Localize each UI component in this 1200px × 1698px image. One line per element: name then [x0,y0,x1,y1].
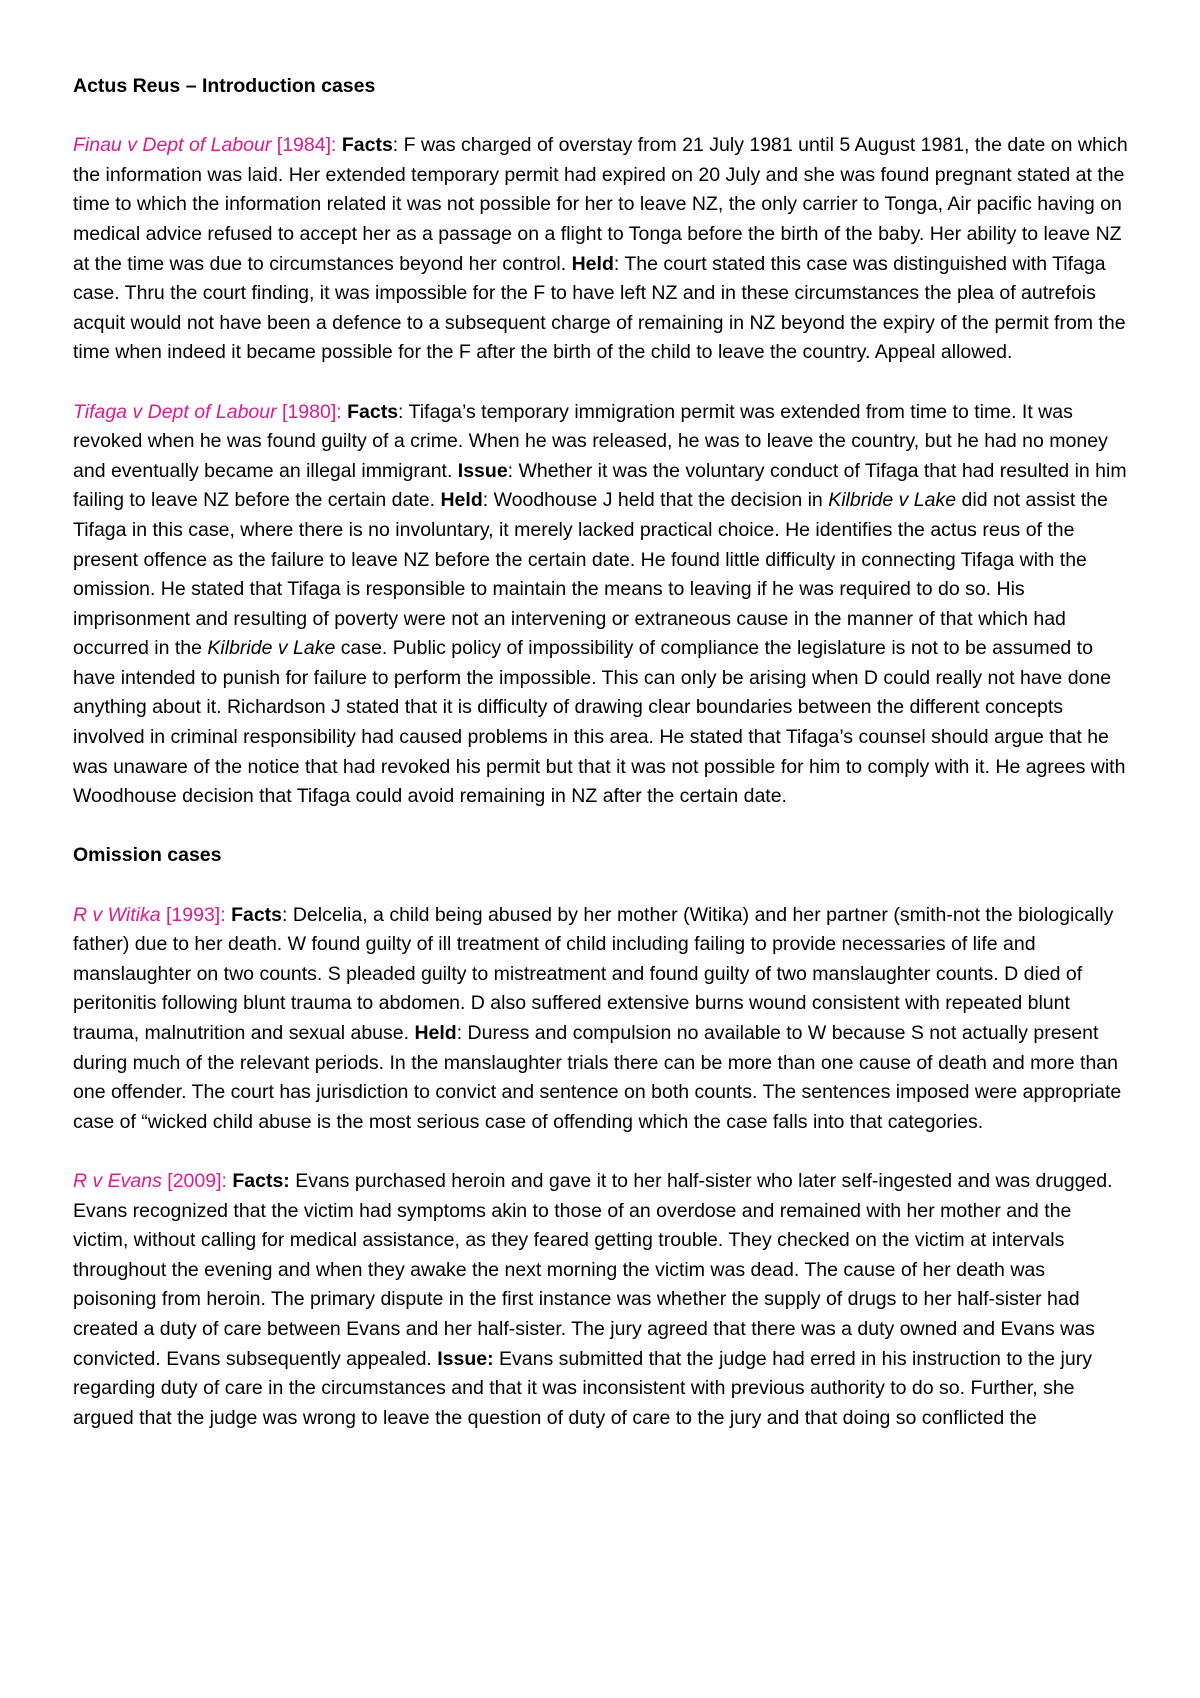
held-text: : The court stated this case was distinguished with Tifaga case. Thru the court finding, it was impossible for the F to have left NZ and in these circumstances the plea of autrefois acquit would not have been a defence to a subsequent charge of remaining in NZ beyond the expiry of the permit from the time when indeed it became possible for the F after the birth of the child to leave the country. Appeal allowed. [73,252,1126,364]
held-label: Held [571,252,614,275]
held-text: did not assist the Tifaga in this case, where there is no involuntary, it merely lacked practical choice. He identifies the actus reus of the present offence as the failure to leave NZ before the certain date. He found little difficulty in connecting Tifaga with the omission. He stated that Tifaga is responsible to maintain the means to leaving if he was required to do so. His imprisonment and resulting of poverty were not an intervening or extraneous cause in the manner of that which had occurred in the [73,489,1108,660]
issue-text: : Whether it was the voluntary conduct of Tifaga that had resulted in him failing to leave NZ before the certain date. [73,459,1127,512]
facts-label: Facts: [226,1169,290,1192]
case-paragraph-witika [73,901,1130,1138]
facts-text: : Delcelia, a child being abused by her mother (Witika) and her partner (smith-not the biologically father) due to her death. W found guilty of ill treatment of child including failing to provide necessaries of life and manslaughter on two counts. S pleaded guilty to mistreatment and found guilty of two manslaughter counts. D died of peritonitis following blunt trauma to abdomen. D also suffered extensive burns wound consistent with repeated blunt trauma, malnutrition and sexual abuse. [73,903,1114,1044]
case-paragraph-tifaga [73,398,1130,812]
facts-label: Facts [341,400,399,423]
section-heading-omission: Omission cases [73,844,222,867]
case-name: Tifaga v Dept of Labour [73,400,277,423]
facts-label: Facts [336,134,393,157]
facts-text: : F was charged of overstay from 21 July 1981 until 5 August 1981, the date on which the information was laid. Her extended temporary permit had expired on 20 July and she was found pregnant stated at the time to which the information related it was not possible for her to leave NZ, the only carrier to Tonga, Air pacific having on medical advice refused to accept her as a passage on a flight to Tonga before the birth of the baby. Her ability to leave NZ at the time was due to circumstances beyond her control. [73,134,1128,275]
case-name: R v Witika [73,903,161,926]
case-year: [1993]: [160,903,226,926]
case-name: Finau v Dept of Labour [73,134,272,157]
held-text: case. Public policy of impossibility of compliance the legislature is not to be assumed to have intended to punish for failure to perform the impossible. This can only be arising when D could really not have done anything about it. Richardson J stated that it is difficulty of drawing clear boundaries between the different concepts involved in criminal responsibility had caused problems in this area. He stated that Tifaga’s counsel should argue that he was unaware of the notice that had revoked his permit but that it was not possible for him to comply with it. He agrees with Woodhouse decision that Tifaga could avoid remaining in NZ after the certain date. [73,637,1126,808]
held-text: : Woodhouse J held that the decision in [482,489,829,512]
facts-text: Evans purchased heroin and gave it to her half-sister who later self-ingested and was drugged. Evans recognized that the victim had symptoms akin to those of an overdose and remained with her mother and the victim, without calling for medical assistance, as they feared getting trouble. They checked on the victim at intervals throughout the evening and when they awake the next morning the victim was dead. The cause of her death was poisoning from heroin. The primary dispute in the first instance was whether the supply of drugs to her half-sister had created a duty of care between Evans and her half-sister. The jury agreed that there was a duty owned and Evans was convicted. Evans subsequently appealed. [73,1169,1113,1370]
case-paragraph-evans [73,1167,1130,1433]
case-year: [1984]: [271,134,337,157]
case-year: [1980]: [276,400,342,423]
case-year: [2009]: [161,1169,227,1192]
case-paragraph-finau [73,131,1130,368]
facts-text: : Tifaga’s temporary immigration permit was extended from time to time. It was revoked when he was found guilty of a crime. When he was released, he was to leave the country, but he had no money and eventually became an illegal immigrant. [73,400,1108,482]
case-name: R v Evans [73,1169,162,1192]
issue-label: Issue [457,459,508,482]
cited-case-kilbride: Kilbride v Lake [207,637,336,660]
issue-text: Evans submitted that the judge had erred in his instruction to the jury regarding duty of care in the circumstances and that it was inconsistent with previous authority to do so. Further, she argued that the judge was wrong to leave the question of duty of care to the jury and that doing so conflicted the [73,1347,1092,1429]
held-label: Held [440,489,483,512]
cited-case-kilbride: Kilbride v Lake [828,489,957,512]
held-label: Held [414,1022,457,1044]
section-heading-actus-reus: Actus Reus – Introduction cases [73,75,376,97]
held-text: : Duress and compulsion no available to W because S not actually present during much of the relevant periods. In the manslaughter trials there can be more than one cause of death and more than one offender. The court has jurisdiction to convict and sentence on both counts. The sentences imposed were appropriate case of “wicked child abuse is the most serious case of offending which the case falls into that categories. [73,1022,1122,1133]
facts-label: Facts [225,903,283,926]
issue-label: Issue: [437,1347,494,1370]
